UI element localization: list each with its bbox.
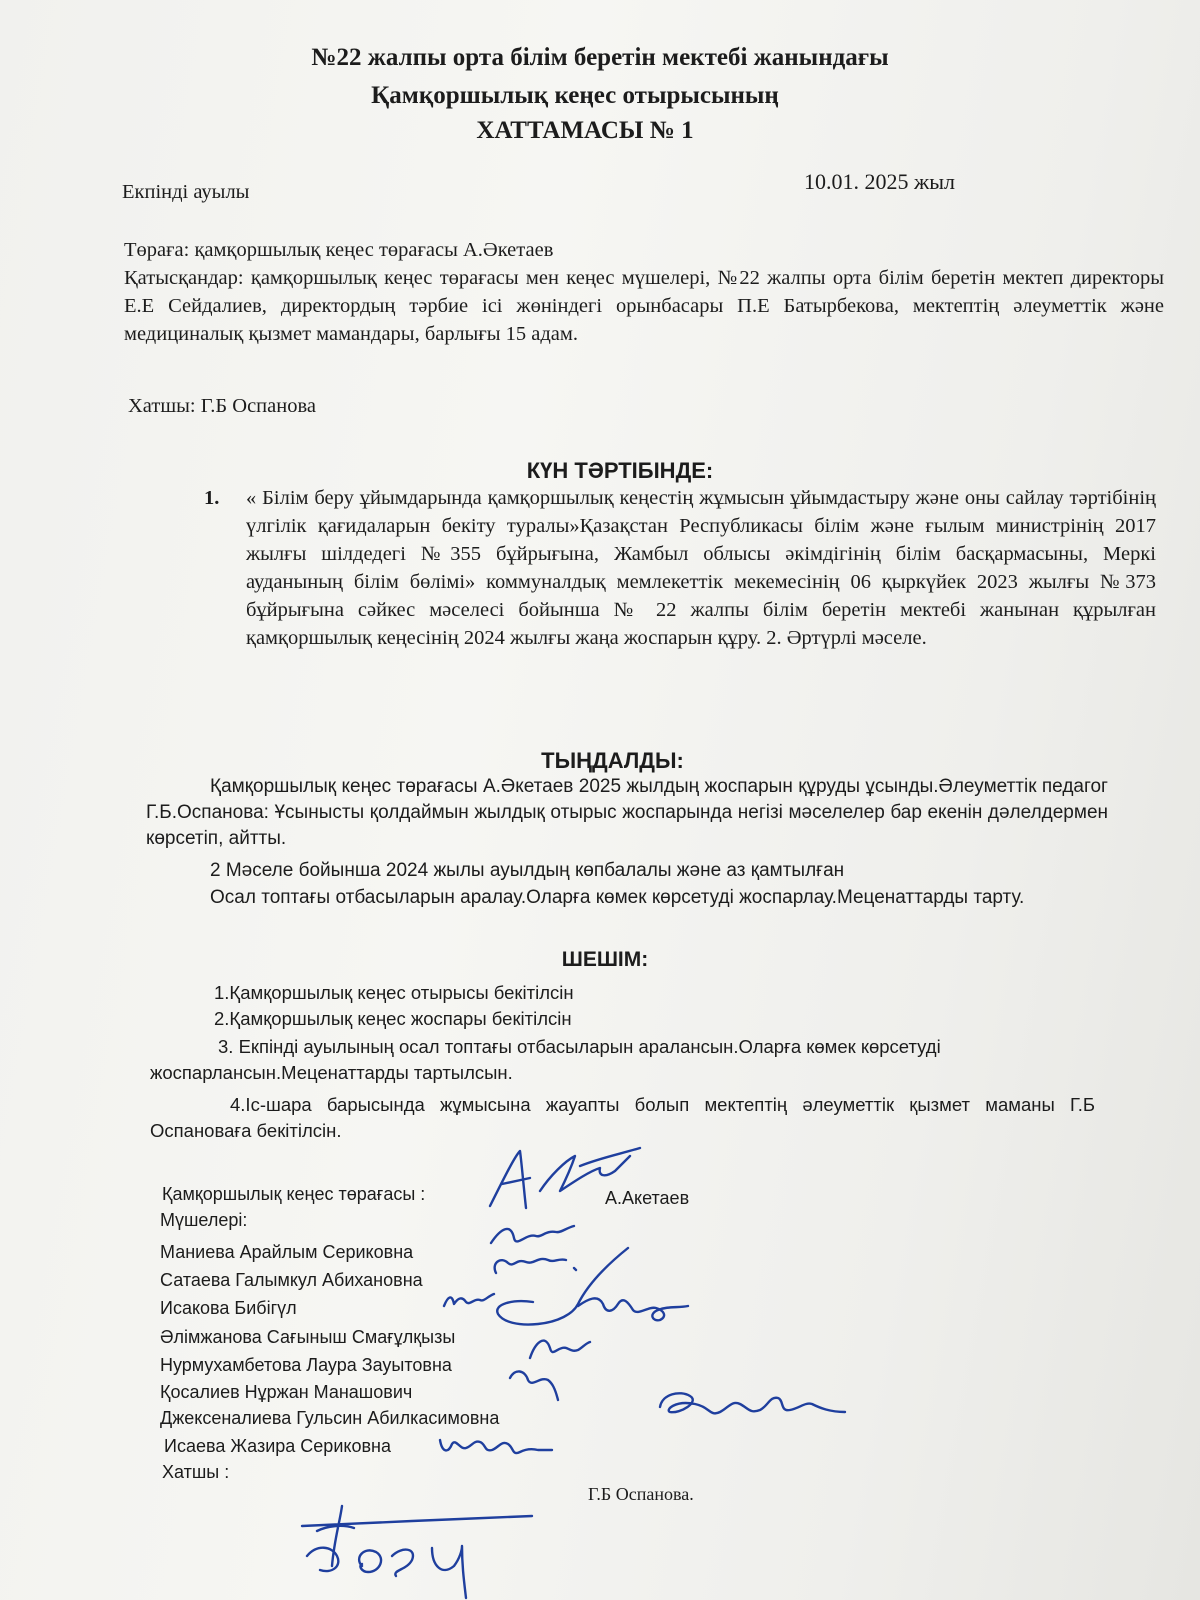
protocol-title: ХАТТАМАСЫ № 1	[476, 117, 694, 144]
decision-item-1: 1.Қамқоршылық кеңес отырысы бекітілсін	[214, 982, 574, 1003]
chair-signature-label: Қамқоршылық кеңес төрағасы :	[162, 1184, 426, 1204]
place: Екпінді ауылы	[122, 181, 250, 203]
secretary-signature-label: Хатшы :	[162, 1462, 230, 1482]
member-name: Қосалиев Нұржан Манашович	[160, 1382, 413, 1402]
member-8-handwritten-signature	[434, 1430, 554, 1465]
member-name: Нурмухамбетова Лаура Зауытовна	[160, 1355, 452, 1375]
secretary-signature-name: Г.Б Оспанова.	[588, 1484, 694, 1504]
decision-item-4: 4.Іс-шара барысында жұмысына жауапты болып мектептің әлеуметтік қызмет маманы Г.Б Оспановаға бекітілсін.	[150, 1094, 1095, 1141]
member-name: Сатаева Галымкул Абихановна	[160, 1270, 423, 1290]
heard-para-2: Осал топтағы отбасыларын аралау.Оларға көмек көрсетуді жоспарлау.Меценаттарды тарту.	[210, 887, 1025, 908]
chair-line: Төраға: қамқоршылық кеңес төрағасы А.Әкетаев	[124, 239, 554, 261]
heard-heading: ТЫҢДАЛДЫ:	[541, 748, 684, 773]
member-name: Исакова Бибігүл	[160, 1298, 297, 1318]
decision-item-2: 2.Қамқоршылық кеңес жоспары бекітілсін	[214, 1008, 572, 1029]
agenda-heading: КҮН ТӘРТІБІНДЕ:	[526, 458, 714, 483]
secretary-handwritten-signature	[292, 1486, 542, 1600]
member-name: Әлімжанова Сағыныш Смағұлқызы	[160, 1327, 456, 1347]
members-label: Мүшелері:	[160, 1210, 248, 1230]
agenda-number: 1.	[204, 487, 220, 509]
decision-heading: ШЕШІМ:	[561, 948, 649, 971]
member-name: Джексеналиева Гульсин Абилкасимовна	[160, 1408, 500, 1428]
member-name: Маниева Арайлым Сериковна	[160, 1242, 414, 1262]
participants: Қатысқандар: қамқоршылық кеңес төрағасы мен кеңес мүшелері, №22 жалпы орта білім беретін мектеп директоры Е.Е Сейдалиев, директордың тәрбие ісі жөніндегі орынбасары П.Е Батырбекова, мектептің әлеуметтік және медициналық қызмет мамандары, барлығы 15 адам.	[124, 267, 1164, 345]
chair-handwritten-signature	[480, 1136, 660, 1221]
heard-para-1: Қамқоршылық кеңес төрағасы А.Әкетаев 2025 жылдың жоспарын құруды ұсынды.Әлеуметтік педагог Г.Б.Оспанова: Ұсынысты қолдаймын жылдық отырыс жоспарында негізі мәселелер бар екенін дәлелдермен көрсетіп, айтты.	[146, 776, 1108, 849]
secretary-line: Хатшы: Г.Б Оспанова	[128, 395, 316, 417]
member-name: Исаева Жазира Сериковна	[164, 1436, 391, 1456]
date: 10.01. 2025 жыл	[804, 169, 955, 194]
chair-signature-name: А.Акетаев	[605, 1188, 690, 1208]
header-line-1: №22 жалпы орта білім беретін мектебі жанындағы	[311, 44, 889, 71]
decision-item-3: 3. Екпінді ауылының осал топтағы отбасыларын аралансын.Оларға көмек көрсетуді жоспарлансын.Меценаттарды тартылсын.	[150, 1036, 941, 1083]
agenda-text: « Білім беру ұйымдарында қамқоршылық кеңестің жұмысын ұйымдастыру және оны сайлау тәртібінің үлгілік қағидаларын бекіту туралы»Қазақстан Республикасы білім және ғылым министрінің 2017 жылғы шілдедегі №355 бұйрығына, Жамбыл облысы әкімдігінің білім басқармасыны, Меркі ауданының білім бөлімі» коммуналдық мемлекеттік мекемесінің 06 қыркүйек 2023 жылғы №373 бұйрығына сәйкес мәселесі бойынша № 22 жалпы білім беретін мектебі жанынан құрылған қамқоршылық кеңесінің 2024 жылғы жаңа жоспарын құру. 2. Әртүрлі мәселе.	[246, 487, 1156, 649]
heard-para-2-line-1: 2 Мәселе бойынша 2024 жылы ауылдың көпбалалы және аз қамтылған	[210, 860, 845, 881]
header-line-2: Қамқоршылық кеңес отырысының	[371, 82, 779, 109]
member-7-handwritten-signature	[650, 1382, 850, 1432]
member-5-handwritten-signature	[500, 1328, 595, 1408]
